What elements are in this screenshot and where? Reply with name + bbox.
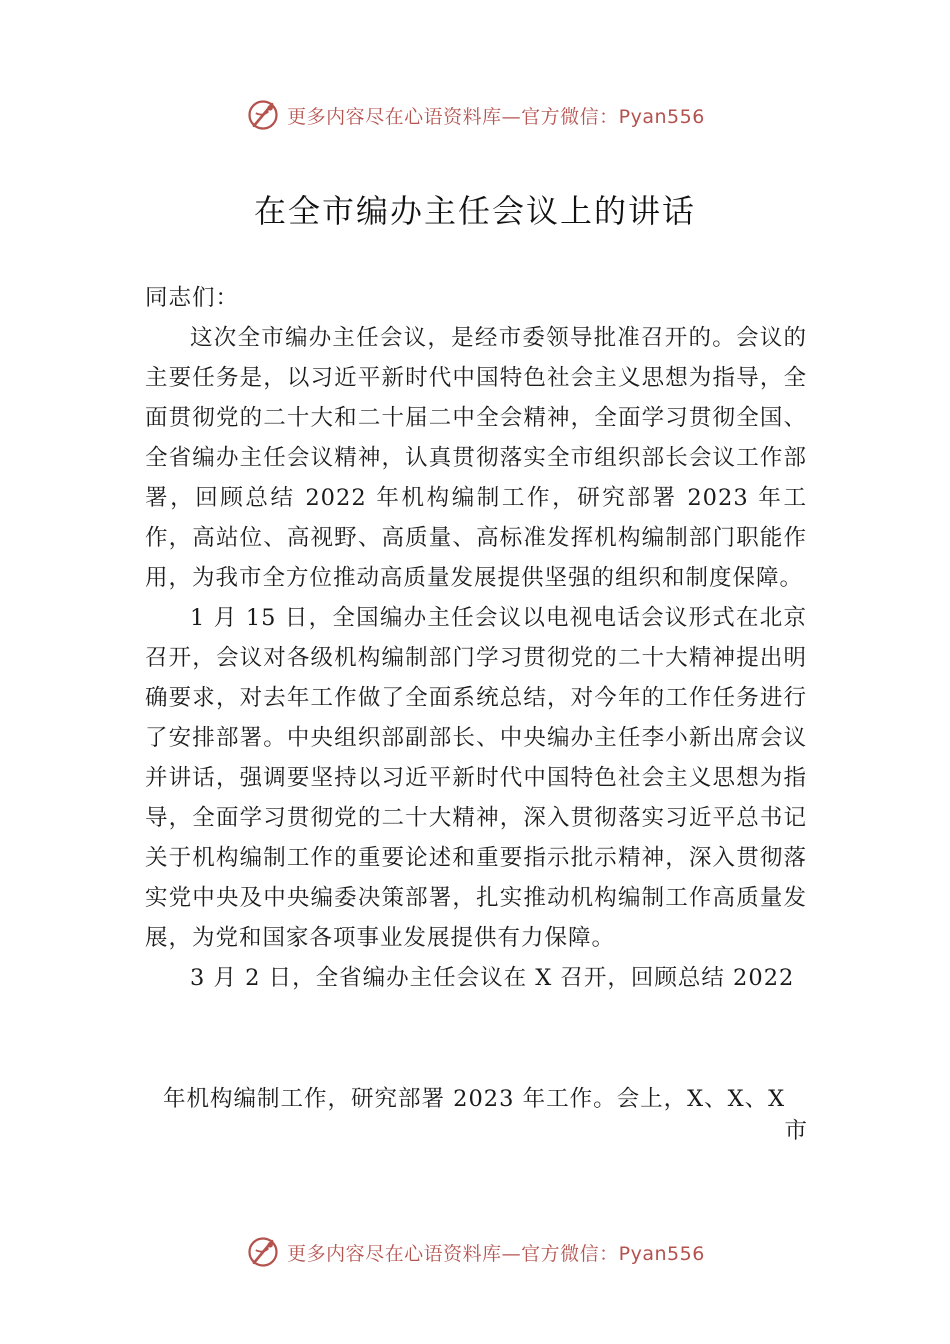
watermark-text: 更多内容尽在心语资料库—官方微信： [287, 1242, 619, 1265]
pen-logo-icon [245, 97, 281, 133]
paragraph: 1 月 15 日，全国编办主任会议以电视电话会议形式在北京召开，会议对各级机构编制部门学习贯彻党的二十大精神提出明确要求，对去年工作做了全面系统总结，对今年的工作任务进行了安排部署。中央组织部副部长、中央编办主任李小新出席会议并讲话，强调要坚持以习近平新时代中国特色社会主义思想为指导，全面学习贯彻党的二十大精神，深入贯彻落实习近平总书记关于机构编制工作的重要论述和重要指示批示精神，深入贯彻落实党中央及中央编委决策部署，扎实推动机构编制工作高质量发展，为党和国家各项事业发展提供有力保障。 [145, 605, 807, 951]
pen-logo-icon [245, 1234, 281, 1270]
watermark-text: 更多内容尽在心语资料库—官方微信： [287, 105, 619, 128]
wechat-id: Pyan556 [618, 1242, 705, 1265]
paragraph-continuation-end: 市 [784, 1118, 807, 1144]
page-title: 在全市编办主任会议上的讲话 [253, 192, 696, 230]
paragraph-continuation: 年机构编制工作，研究部署 2023 年工作。会上，X、X、X [163, 1086, 786, 1112]
paragraph: 这次全市编办主任会议，是经市委领导批准召开的。会议的主要任务是，以习近平新时代中国特色社会主义思想为指导，全面贯彻党的二十大和二十届二中全会精神，全面学习贯彻全国、全省编办主任会议精神，认真贯彻落实全市组织部长会议工作部署，回顾总结 2022 年机构编制工作，研究部署 2023 年工作，高站位、高视野、高质量、高标准发挥机构编制部门职能作用，为我市全方位推动高质量发展提供坚强的组织和制度保障。 [145, 325, 807, 591]
watermark-banner-bottom [0, 1232, 950, 1272]
salutation: 同志们： [145, 285, 240, 311]
paragraph: 3 月 2 日，全省编办主任会议在 X 召开，回顾总结 2022 [190, 965, 795, 991]
document-body [145, 278, 807, 998]
wechat-id: Pyan556 [618, 105, 705, 128]
watermark-banner-top [0, 95, 950, 135]
